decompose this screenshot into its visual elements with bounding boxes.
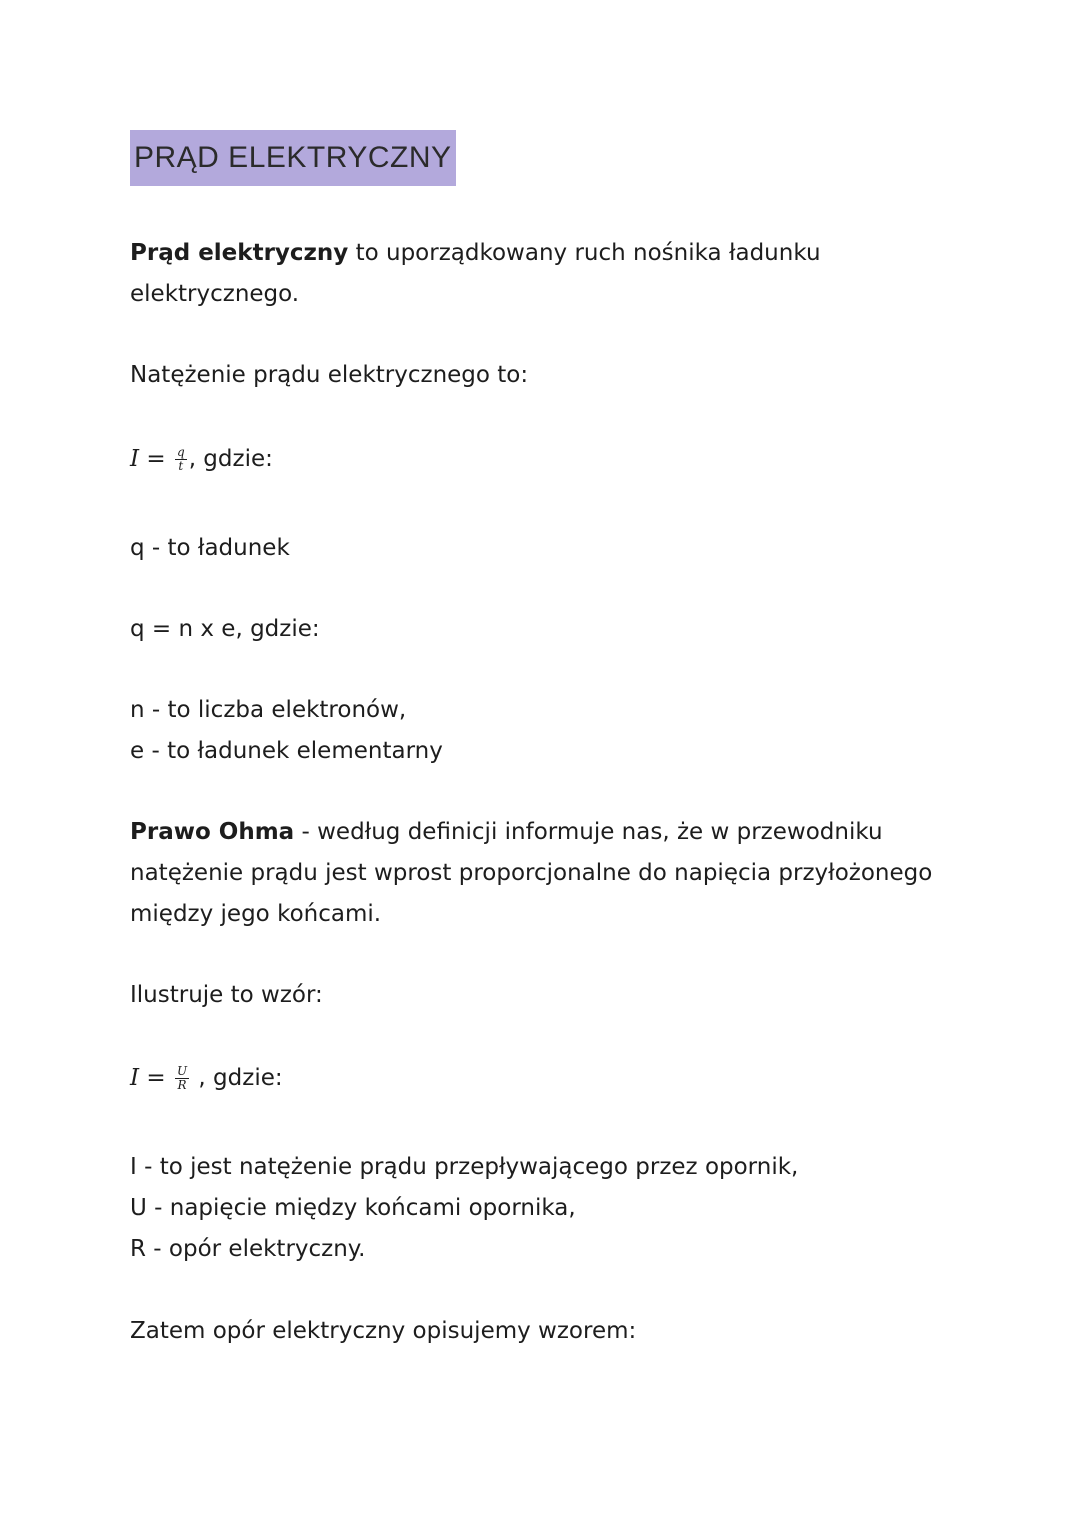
current-intensity-intro: Natężenie prądu elektrycznego to: bbox=[130, 362, 529, 388]
formula-equals: = bbox=[139, 446, 173, 472]
elementary-charge-definition: e - to ładunek elementarny bbox=[130, 738, 443, 764]
fraction-denominator: R bbox=[177, 1078, 187, 1092]
fraction-u-over-r bbox=[175, 1065, 189, 1092]
ohm-law-text-line3: między jego końcami. bbox=[130, 901, 382, 927]
formula-equals: = bbox=[139, 1065, 173, 1091]
resistance-formula-intro: Zatem opór elektryczny opisujemy wzorem: bbox=[130, 1318, 637, 1344]
formula-lhs: I bbox=[130, 446, 140, 472]
term-ohm-law: Prawo Ohma bbox=[130, 819, 295, 845]
definition-voltage: U - napięcie między końcami opornika, bbox=[130, 1195, 576, 1221]
fraction-numerator: U bbox=[177, 1064, 188, 1078]
definition-current: I - to jest natężenie prądu przepływającego przez opornik, bbox=[130, 1154, 799, 1180]
formula-current-charge bbox=[130, 444, 273, 474]
formula-ohm bbox=[130, 1063, 283, 1093]
ohm-law-text-line2: natężenie prądu jest wprost proporcjonalne do napięcia przyłożonego bbox=[130, 860, 933, 886]
formula-tail: , gdzie: bbox=[191, 1065, 283, 1091]
formula-tail: , gdzie: bbox=[188, 446, 273, 472]
paragraph-current-definition bbox=[130, 238, 821, 268]
formula-intro: Ilustruje to wzór: bbox=[130, 982, 323, 1008]
formula-lhs: I bbox=[130, 1065, 140, 1091]
ohm-law-text: - według definicji informuje nas, że w przewodniku bbox=[294, 819, 883, 845]
term-electric-current: Prąd elektryczny bbox=[130, 240, 349, 266]
charge-definition: q - to ładunek bbox=[130, 535, 290, 561]
definition-text-continued: elektrycznego. bbox=[130, 281, 300, 307]
definition-text: to uporządkowany ruch nośnika ładunku bbox=[348, 240, 821, 266]
fraction-denominator: t bbox=[178, 459, 184, 473]
ohm-law-paragraph bbox=[130, 817, 883, 847]
fraction-numerator: q bbox=[177, 445, 185, 459]
page-title: PRĄD ELEKTRYCZNY bbox=[130, 130, 456, 186]
electron-count-definition: n - to liczba elektronów, bbox=[130, 697, 407, 723]
fraction-q-over-t bbox=[175, 446, 187, 473]
charge-formula: q = n x e, gdzie: bbox=[130, 616, 320, 642]
definition-resistance: R - opór elektryczny. bbox=[130, 1236, 366, 1262]
